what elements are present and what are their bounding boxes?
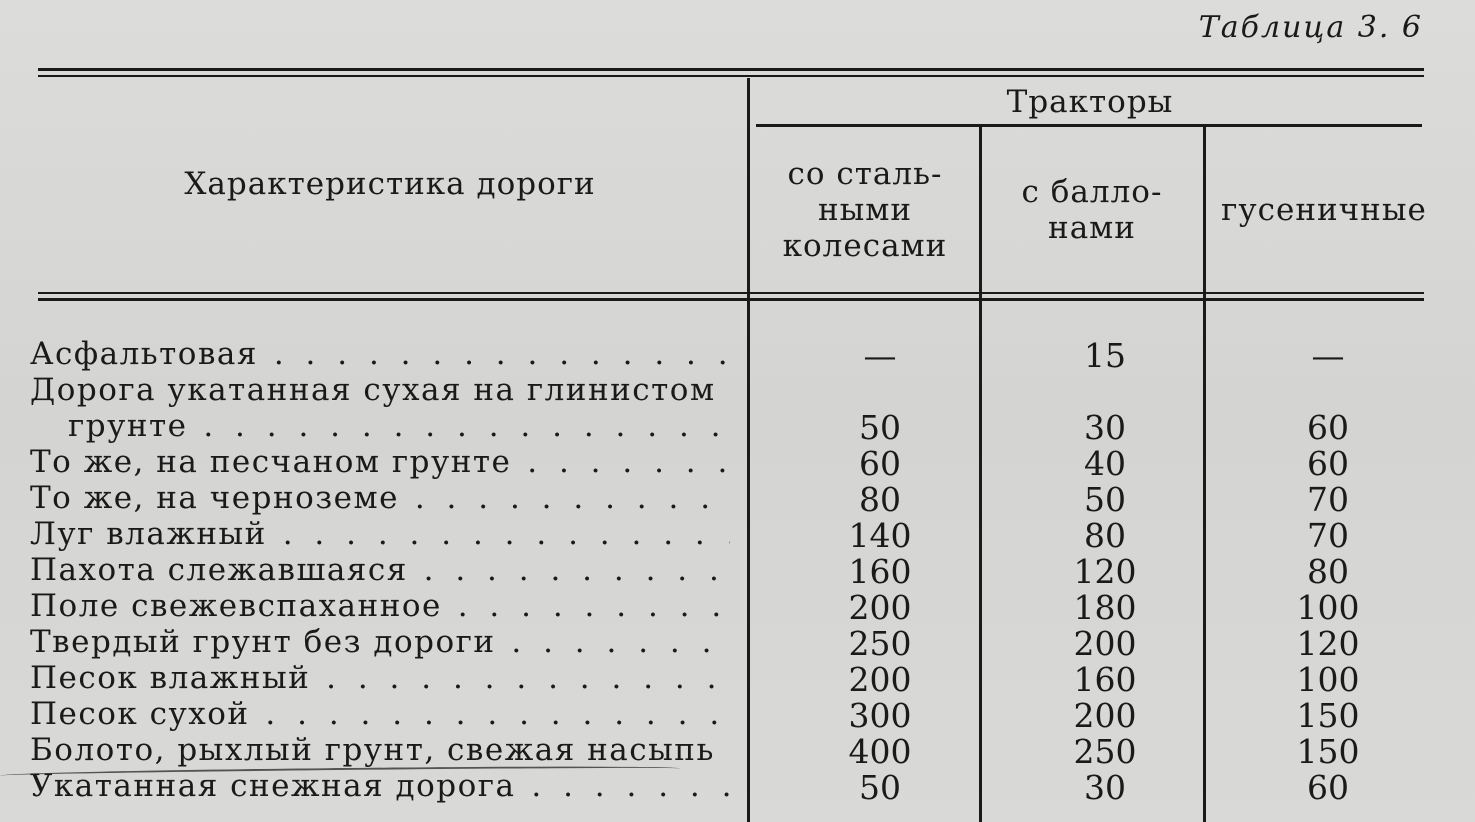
cell-tires: 15	[1084, 336, 1126, 375]
cell-tracked: 60	[1307, 408, 1349, 447]
table-row	[0, 336, 1475, 375]
table-row	[0, 480, 1475, 519]
table-row	[0, 732, 1475, 771]
cell-steel: 140	[848, 516, 912, 555]
table-row	[0, 516, 1475, 555]
cell-tires: 160	[1073, 660, 1137, 699]
header-tractors: Тракторы	[1006, 84, 1174, 120]
row-label: Болото, рыхлый грунт, свежая насыпь . . .	[30, 732, 730, 768]
cell-tracked: 80	[1307, 552, 1349, 591]
table-row	[0, 552, 1475, 591]
cell-steel: 60	[859, 444, 901, 483]
row-label: То же, на черноземе . . .	[30, 480, 730, 516]
cell-tires: 30	[1084, 408, 1126, 447]
table-row	[0, 372, 1475, 408]
header-tracked-line1: гусеничные	[1221, 192, 1427, 228]
cell-tires: 30	[1084, 768, 1126, 807]
cell-tires: 200	[1073, 696, 1137, 735]
row-label: То же, на песчаном грунте . . .	[30, 444, 730, 480]
cell-tracked: 60	[1307, 444, 1349, 483]
cell-tracked: 60	[1307, 768, 1349, 807]
row-label: Песок сухой . . .	[30, 696, 730, 732]
cell-tires: 80	[1084, 516, 1126, 555]
table-caption: Таблица 3. 6	[1198, 10, 1423, 45]
row-label: Дорога укатанная сухая на глинистом	[30, 372, 716, 408]
table-row-continuation	[0, 408, 1475, 447]
cell-steel: 400	[848, 732, 912, 771]
header-pneumatic-tires	[982, 174, 1202, 246]
row-label: Асфальтовая . . .	[30, 336, 730, 372]
cell-tires: 50	[1084, 480, 1126, 519]
cell-tires: 250	[1073, 732, 1137, 771]
header-bottom-rule-inner	[38, 298, 1424, 301]
header-steel-line3: колесами	[782, 228, 948, 264]
header-bottom-rule	[38, 292, 1424, 294]
row-label: Песок влажный . . .	[30, 660, 730, 696]
cell-steel: 200	[848, 588, 912, 627]
header-steel-line2: ными	[817, 192, 913, 228]
cell-tires: 40	[1084, 444, 1126, 483]
row-label-continuation: грунте . . .	[68, 408, 730, 444]
header-tires-line1: с балло-	[1021, 174, 1163, 210]
table-row	[0, 768, 1475, 807]
cell-tires: 180	[1073, 588, 1137, 627]
row-label: Твердый грунт без дороги . . .	[30, 624, 730, 660]
cell-tracked: 150	[1296, 696, 1360, 735]
cell-tracked: 70	[1307, 516, 1349, 555]
row-label: Луг влажный . . .	[30, 516, 730, 552]
top-rule-inner	[38, 75, 1424, 77]
header-tires-line2: нами	[1048, 210, 1136, 246]
header-tracked	[1206, 192, 1442, 228]
cell-steel: 300	[848, 696, 912, 735]
cell-steel: 80	[859, 480, 901, 519]
cell-steel: 50	[859, 768, 901, 807]
cell-tires: 200	[1073, 624, 1137, 663]
cell-steel: 250	[848, 624, 912, 663]
row-label: Укатанная снежная дорога . . .	[30, 768, 730, 804]
header-steel-wheels	[752, 156, 978, 264]
cell-tracked: 100	[1296, 588, 1360, 627]
table-row	[0, 588, 1475, 627]
top-rule	[38, 68, 1424, 71]
table-row	[0, 624, 1475, 663]
table-row	[0, 696, 1475, 735]
row-label: Поле свежевспаханное . . .	[30, 588, 730, 624]
header-steel-line1: со сталь-	[787, 156, 943, 192]
table-row	[0, 444, 1475, 483]
cell-tires: 120	[1073, 552, 1137, 591]
cell-steel: 160	[848, 552, 912, 591]
cell-tracked: 150	[1296, 732, 1360, 771]
cell-steel: 200	[848, 660, 912, 699]
cell-tracked: 100	[1296, 660, 1360, 699]
cell-tracked: 70	[1307, 480, 1349, 519]
cell-tracked: 120	[1296, 624, 1360, 663]
table-row	[0, 660, 1475, 699]
cell-tracked: —	[1311, 336, 1345, 375]
header-road-characteristic: Характеристика дороги	[184, 166, 596, 202]
cell-steel: 50	[859, 408, 901, 447]
row-label: Пахота слежавшаяся . . .	[30, 552, 730, 588]
tractors-rule	[756, 124, 1422, 127]
cell-steel: —	[863, 336, 897, 375]
